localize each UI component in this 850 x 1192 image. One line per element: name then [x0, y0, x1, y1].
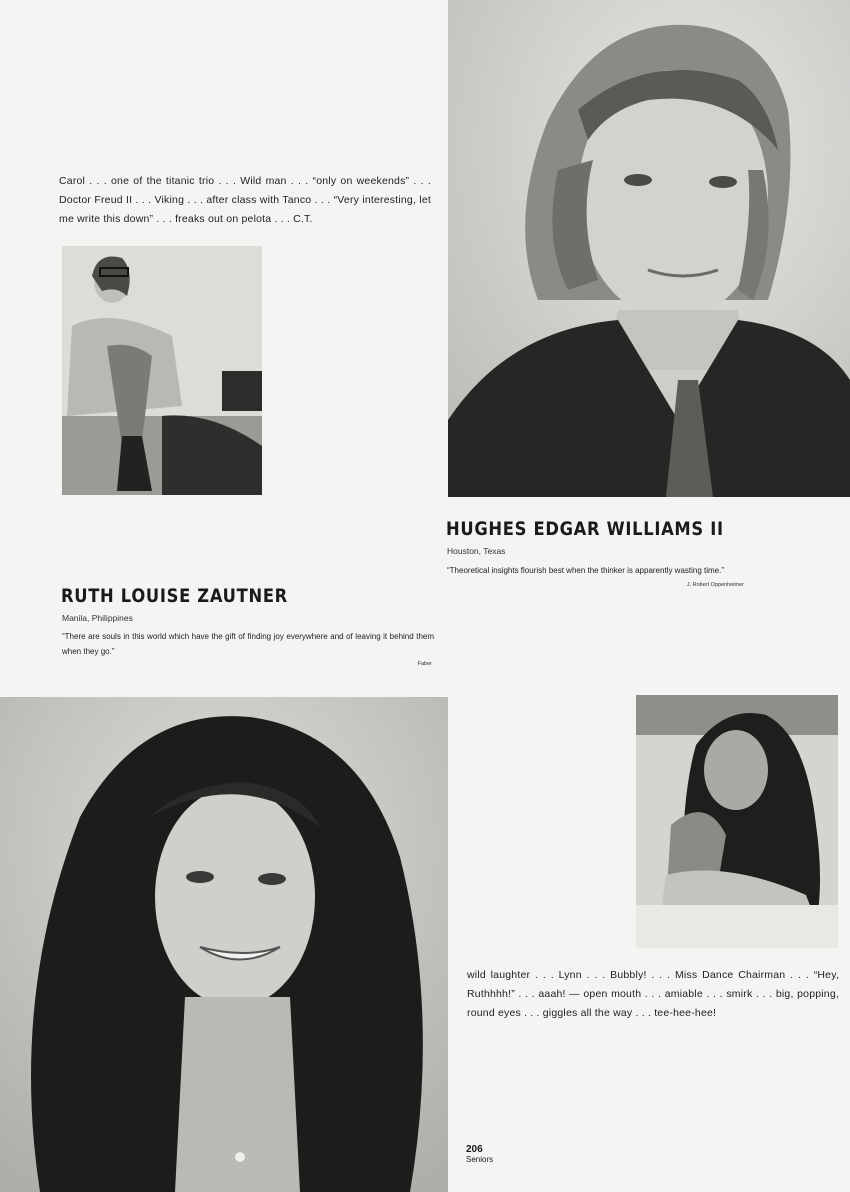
hometown-hughes: Houston, Texas [447, 546, 506, 556]
quote-hughes: “Theoretical insights flourish best when the thinker is apparently wasting time.” [447, 566, 725, 575]
quote-author-hughes: J. Robert Oppenheimer [686, 582, 744, 588]
portrait-photo-ruth [0, 697, 448, 1192]
senior-name-hughes: HUGHES EDGAR WILLIAMS II [446, 518, 724, 540]
hometown-ruth: Manila, Philippines [62, 613, 133, 623]
candid-photo-hughes [62, 246, 262, 495]
senior-name-ruth: RUTH LOUISE ZAUTNER [61, 585, 288, 607]
quote-ruth: “There are souls in this world which have the gift of finding joy everywhere and of leaving it behind them when they go.” [62, 632, 434, 656]
quote-author-ruth: Faber [417, 661, 432, 667]
caption-ruth: wild laughter . . . Lynn . . . Bubbly! . . . Miss Dance Chairman . . . “Hey, Ruthhhh!” . . . aaah! — open mouth . . . amiable . . . smirk . . . big, popping, round eyes . . . giggles all the way . . . tee-hee-hee! [467, 969, 839, 1019]
portrait-photo-hughes [448, 0, 850, 497]
section-label: Seniors [466, 1155, 494, 1164]
caption-hughes: Carol . . . one of the titanic trio . . . Wild man . . . “only on weekends” . . . Doctor Freud II . . . Viking . . . after class with Tanco . . . “Very interesting, let me write this down” . . . freaks out on pelota . . . C.T. [59, 175, 431, 225]
candid-photo-ruth [636, 695, 838, 948]
page-number: 206 [466, 1144, 483, 1155]
page-folio [466, 1144, 506, 1164]
